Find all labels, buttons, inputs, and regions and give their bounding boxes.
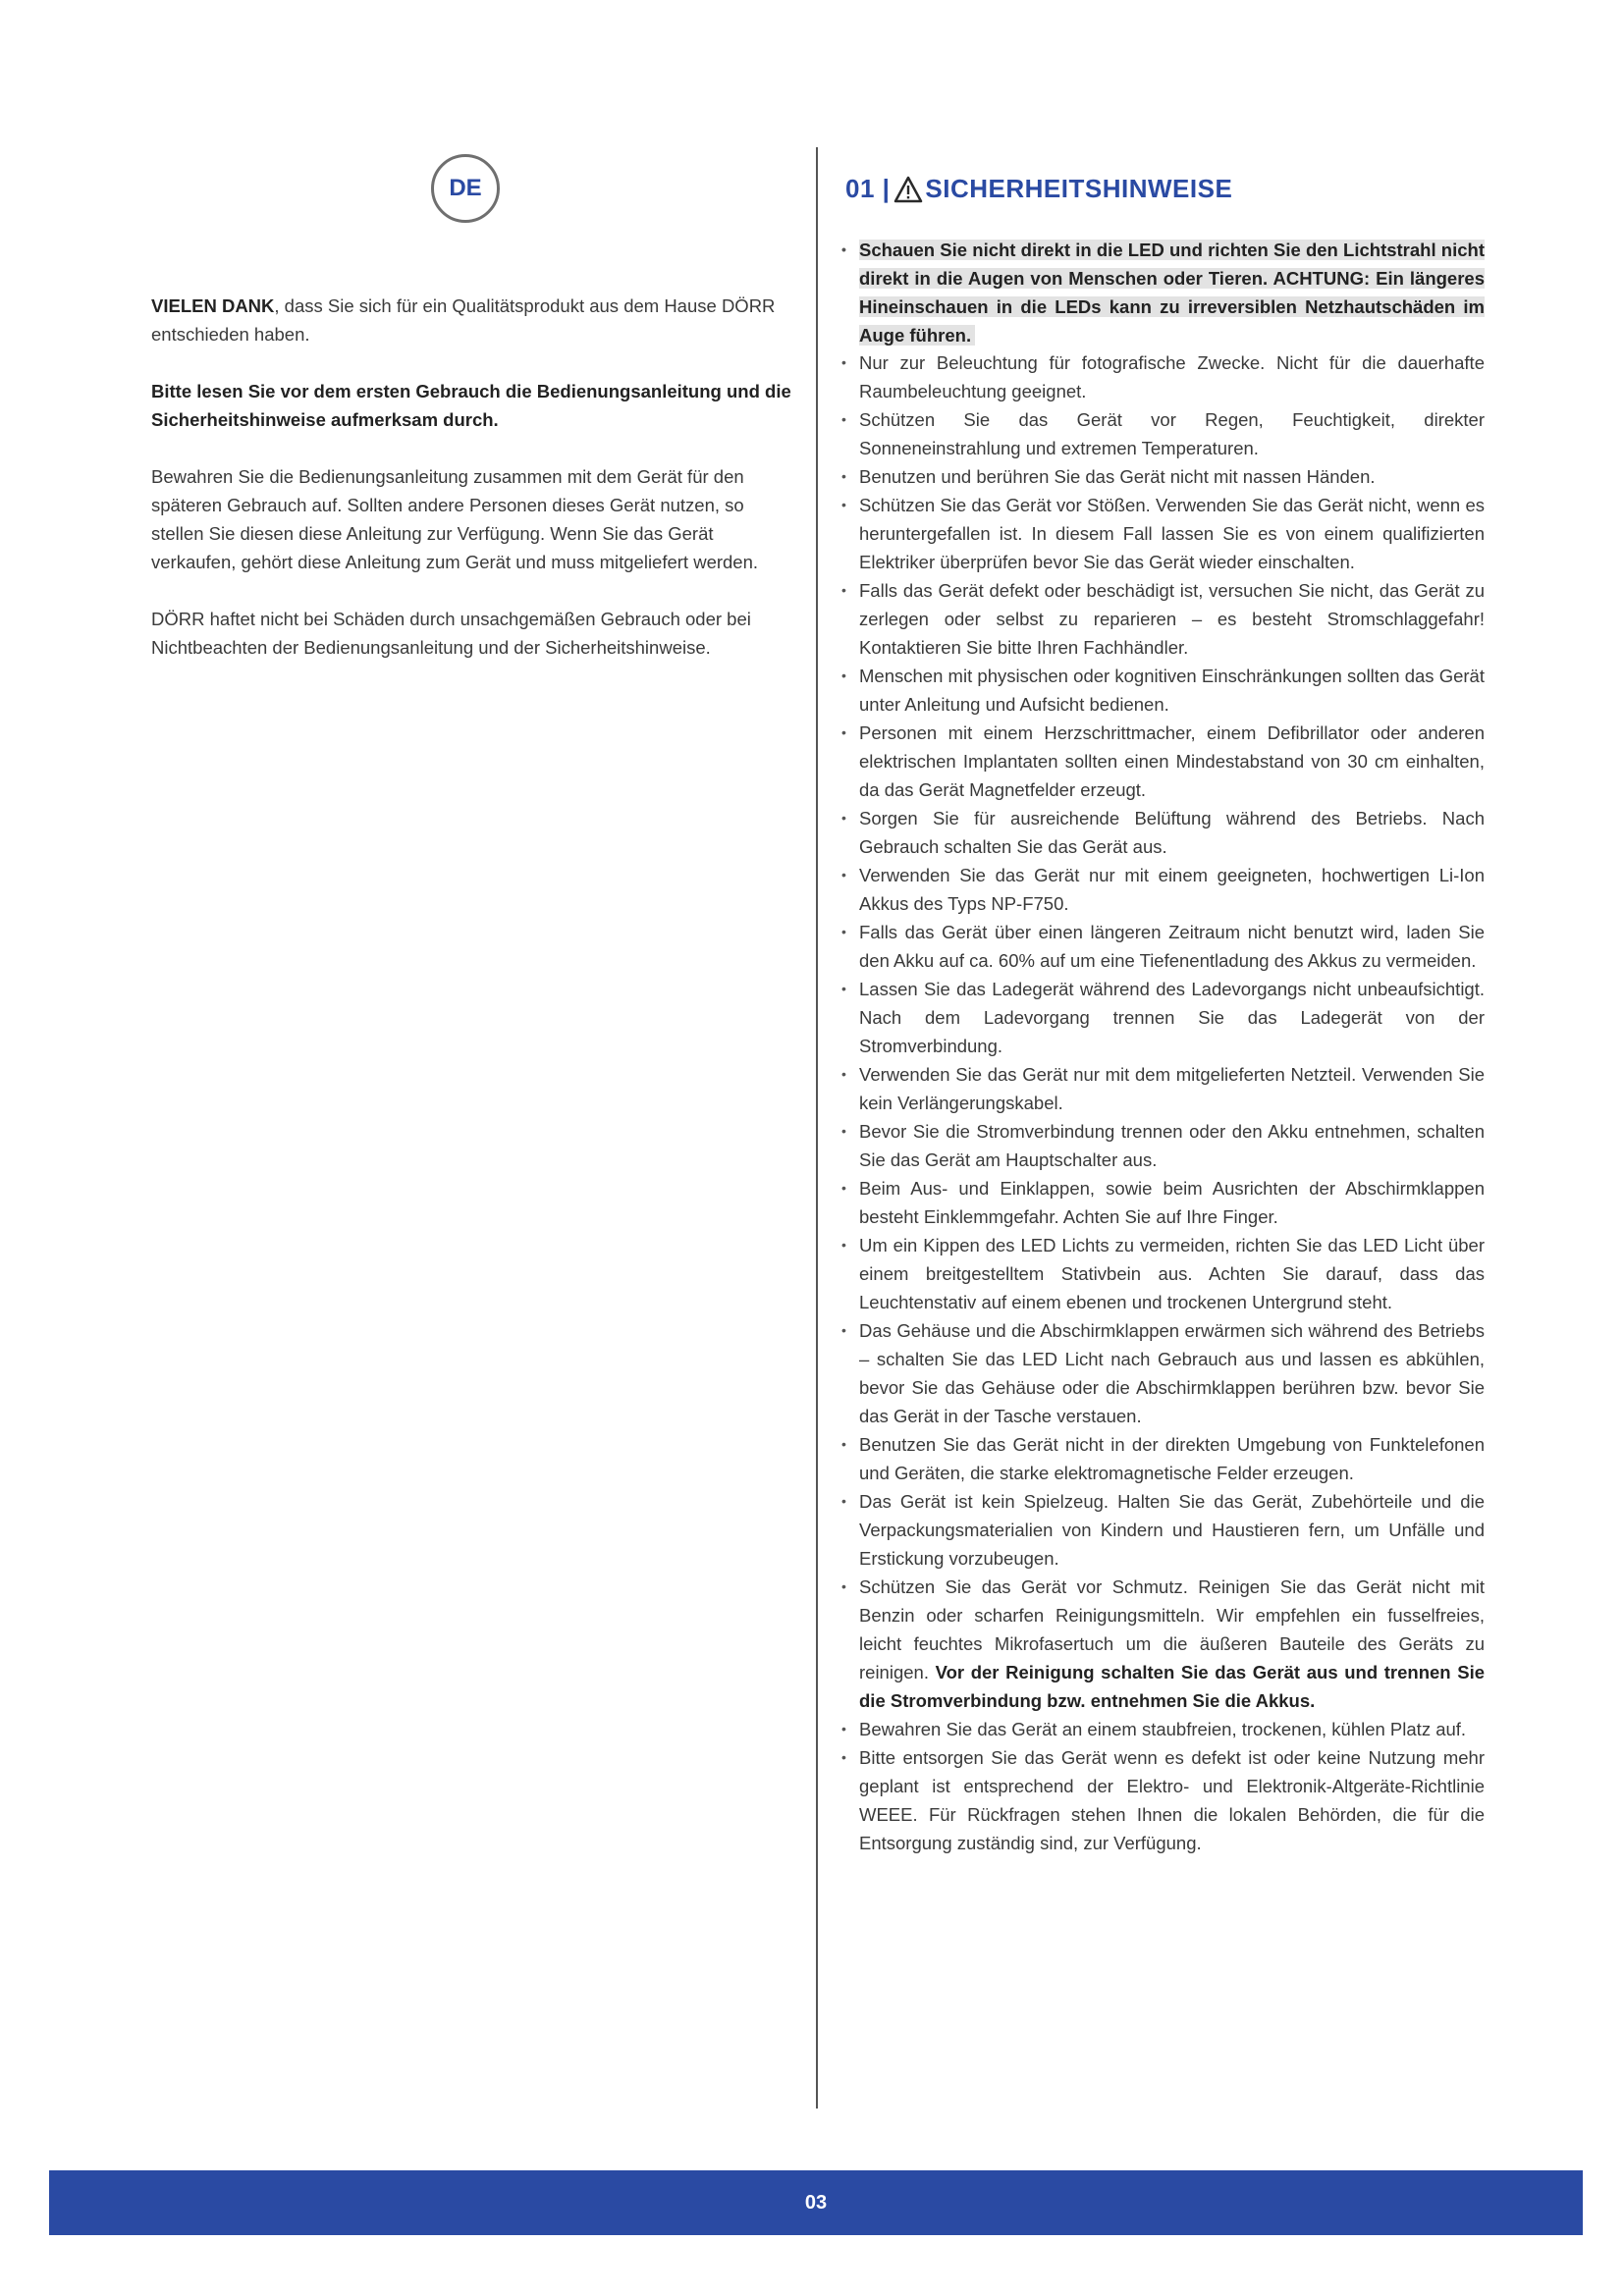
thanks-bold: VIELEN DANK xyxy=(151,295,275,316)
safety-item xyxy=(841,1316,1485,1430)
thanks-paragraph xyxy=(151,292,794,348)
warning-triangle-icon xyxy=(893,176,923,203)
safety-item-text: Bitte entsorgen Sie das Gerät wenn es defekt ist oder keine Nutzung mehr geplant ist entsprechend der Elektro- und Elektronik-Altgeräte-Richtlinie WEEE. Für Rückfragen stehen Ihnen die lokalen Behörden, die für die Entsorgung zuständig sind, zur Verfügung. xyxy=(859,1747,1485,1853)
safety-list xyxy=(841,348,1485,1857)
safety-item-text: Bewahren Sie das Gerät an einem staubfreien, trockenen, kühlen Platz auf. xyxy=(859,1719,1467,1739)
safety-item-bold: Vor der Reinigung schalten Sie das Gerät aus und trennen Sie die Stromverbindung bzw. entnehmen Sie die Akkus. xyxy=(859,1662,1485,1711)
page-number: 03 xyxy=(804,2191,828,2214)
safety-item xyxy=(841,1487,1485,1573)
safety-item xyxy=(841,804,1485,861)
safety-item xyxy=(841,662,1485,719)
safety-item-text: Schützen Sie das Gerät vor Stößen. Verwenden Sie das Gerät nicht, wenn es heruntergefallen ist. In diesem Fall lassen Sie es von einem qualifizierten Elektriker überprüfen bevor Sie das Gerät wieder einschalten. xyxy=(859,495,1485,572)
safety-item xyxy=(841,975,1485,1060)
warning-text: Schauen Sie nicht direkt in die LED und richten Sie den Lichtstrahl nicht direkt in die Augen von Menschen oder Tieren. ACHTUNG: Ein längeres Hineinschauen in die LEDs kann zu irreversiblen Netzhautschäden im Auge führen. xyxy=(859,240,1485,346)
thanks-text: , dass Sie sich für ein Qualitätsprodukt aus dem Hause DÖRR entschieden haben. xyxy=(151,295,776,345)
section-number: 01 | xyxy=(845,174,891,203)
keep-manual-paragraph: Bewahren Sie die Bedienungsanleitung zusammen mit dem Gerät für den späteren Gebrauch auf. Sollten andere Personen dieses Gerät nutzen, so stellen Sie diesen diese Anleitung zur Verfügung. Wenn Sie das Gerät verkaufen, gehört diese Anleitung zum Gerät und muss mitgeliefert werden. xyxy=(151,466,759,572)
safety-item-text: Um ein Kippen des LED Lichts zu vermeiden, richten Sie das LED Licht über einem breitgestelltem Stativbein aus. Achten Sie darauf, dass das Leuchtenstativ auf einem ebenen und trockenen Untergrund steht. xyxy=(859,1235,1485,1312)
safety-item xyxy=(841,576,1485,662)
safety-item xyxy=(841,1231,1485,1316)
safety-item-text: Bevor Sie die Stromverbindung trennen oder den Akku entnehmen, schalten Sie das Gerät am Hauptschalter aus. xyxy=(859,1121,1485,1170)
led-warning xyxy=(841,236,1485,349)
safety-item xyxy=(841,1060,1485,1117)
safety-item-text: Verwenden Sie das Gerät nur mit einem geeigneten, hochwertigen Li-Ion Akkus des Typs NP-F750. xyxy=(859,865,1485,914)
read-notice: Bitte lesen Sie vor dem ersten Gebrauch die Bedienungsanleitung und die Sicherheitshinweise aufmerksam durch. xyxy=(151,381,791,430)
safety-item xyxy=(841,1117,1485,1174)
liability-paragraph: DÖRR haftet nicht bei Schäden durch unsachgemäßen Gebrauch oder bei Nichtbeachten der Bedienungsanleitung und der Sicherheitshinweise. xyxy=(151,609,751,658)
safety-item xyxy=(841,1174,1485,1231)
language-code: DE xyxy=(449,175,482,201)
safety-item-text: Benutzen und berühren Sie das Gerät nicht mit nassen Händen. xyxy=(859,466,1376,487)
section-title: SICHERHEITSHINWEISE xyxy=(925,174,1233,203)
footer-bar xyxy=(49,2170,1583,2235)
safety-item-text: Schützen Sie das Gerät vor Regen, Feuchtigkeit, direkter Sonneneinstrahlung und extremen Temperaturen. xyxy=(859,409,1485,458)
safety-item xyxy=(841,861,1485,918)
safety-item xyxy=(841,918,1485,975)
safety-item-text: Lassen Sie das Ladegerät während des Ladevorgangs nicht unbeaufsichtigt. Nach dem Ladevorgang trennen Sie das Ladegerät von der Stromverbindung. xyxy=(859,979,1485,1056)
safety-item xyxy=(841,1573,1485,1715)
safety-item-text: Verwenden Sie das Gerät nur mit dem mitgelieferten Netzteil. Verwenden Sie kein Verlängerungskabel. xyxy=(859,1064,1485,1113)
warning-item xyxy=(841,236,1485,349)
safety-item-text: Nur zur Beleuchtung für fotografische Zwecke. Nicht für die dauerhafte Raumbeleuchtung geeignet. xyxy=(859,352,1485,401)
section-heading xyxy=(845,174,1232,204)
safety-item xyxy=(841,491,1485,576)
safety-item xyxy=(841,348,1485,405)
safety-item-text: Falls das Gerät über einen längeren Zeitraum nicht benutzt wird, laden Sie den Akku auf ca. 60% auf um eine Tiefenentladung des Akkus zu vermeiden. xyxy=(859,922,1485,971)
safety-item-text: Beim Aus- und Einklappen, sowie beim Ausrichten der Abschirmklappen besteht Einklemmgefahr. Achten Sie auf Ihre Finger. xyxy=(859,1178,1485,1227)
safety-item-text: Benutzen Sie das Gerät nicht in der direkten Umgebung von Funktelefonen und Geräten, die starke elektromagnetische Felder erzeugen. xyxy=(859,1434,1485,1483)
safety-item xyxy=(841,1715,1485,1743)
column-divider xyxy=(816,147,818,2109)
safety-item-text: Sorgen Sie für ausreichende Belüftung während des Betriebs. Nach Gebrauch schalten Sie das Gerät aus. xyxy=(859,808,1485,857)
safety-item xyxy=(841,1743,1485,1857)
safety-item xyxy=(841,462,1485,491)
safety-item xyxy=(841,1430,1485,1487)
safety-item-text: Menschen mit physischen oder kognitiven Einschränkungen sollten das Gerät unter Anleitung und Aufsicht bedienen. xyxy=(859,666,1485,715)
intro-column xyxy=(151,292,794,690)
safety-item xyxy=(841,719,1485,804)
safety-item-text: Das Gerät ist kein Spielzeug. Halten Sie das Gerät, Zubehörteile und die Verpackungsmaterialien von Kindern und Haustieren fern, um Unfälle und Erstickung vorzubeugen. xyxy=(859,1491,1485,1569)
safety-item-text: Falls das Gerät defekt oder beschädigt ist, versuchen Sie nicht, das Gerät zu zerlegen oder selbst zu reparieren – es besteht Stromschlaggefahr! Kontaktieren Sie bitte Ihren Fachhändler. xyxy=(859,580,1485,658)
safety-item xyxy=(841,405,1485,462)
safety-item-text: Schützen Sie das Gerät vor Schmutz. Reinigen Sie das Gerät nicht mit Benzin oder scharfen Reinigungsmitteln. Wir empfehlen ein fusselfreies, leicht feuchtes Mikrofasertuch um die äußeren Bauteile des Geräts zu reinigen. xyxy=(859,1576,1485,1682)
language-badge xyxy=(431,154,500,223)
safety-item-text: Personen mit einem Herzschrittmacher, einem Defibrillator oder anderen elektrischen Implantaten sollten einen Mindestabstand von 30 cm einhalten, da das Gerät Magnetfelder erzeugt. xyxy=(859,722,1485,800)
safety-item-text: Das Gehäuse und die Abschirmklappen erwärmen sich während des Betriebs – schalten Sie das LED Licht nach Gebrauch aus und lassen es abkühlen, bevor Sie das Gehäuse oder die Abschirmklappen berühren bzw. bevor Sie das Gerät in der Tasche verstauen. xyxy=(859,1320,1485,1426)
